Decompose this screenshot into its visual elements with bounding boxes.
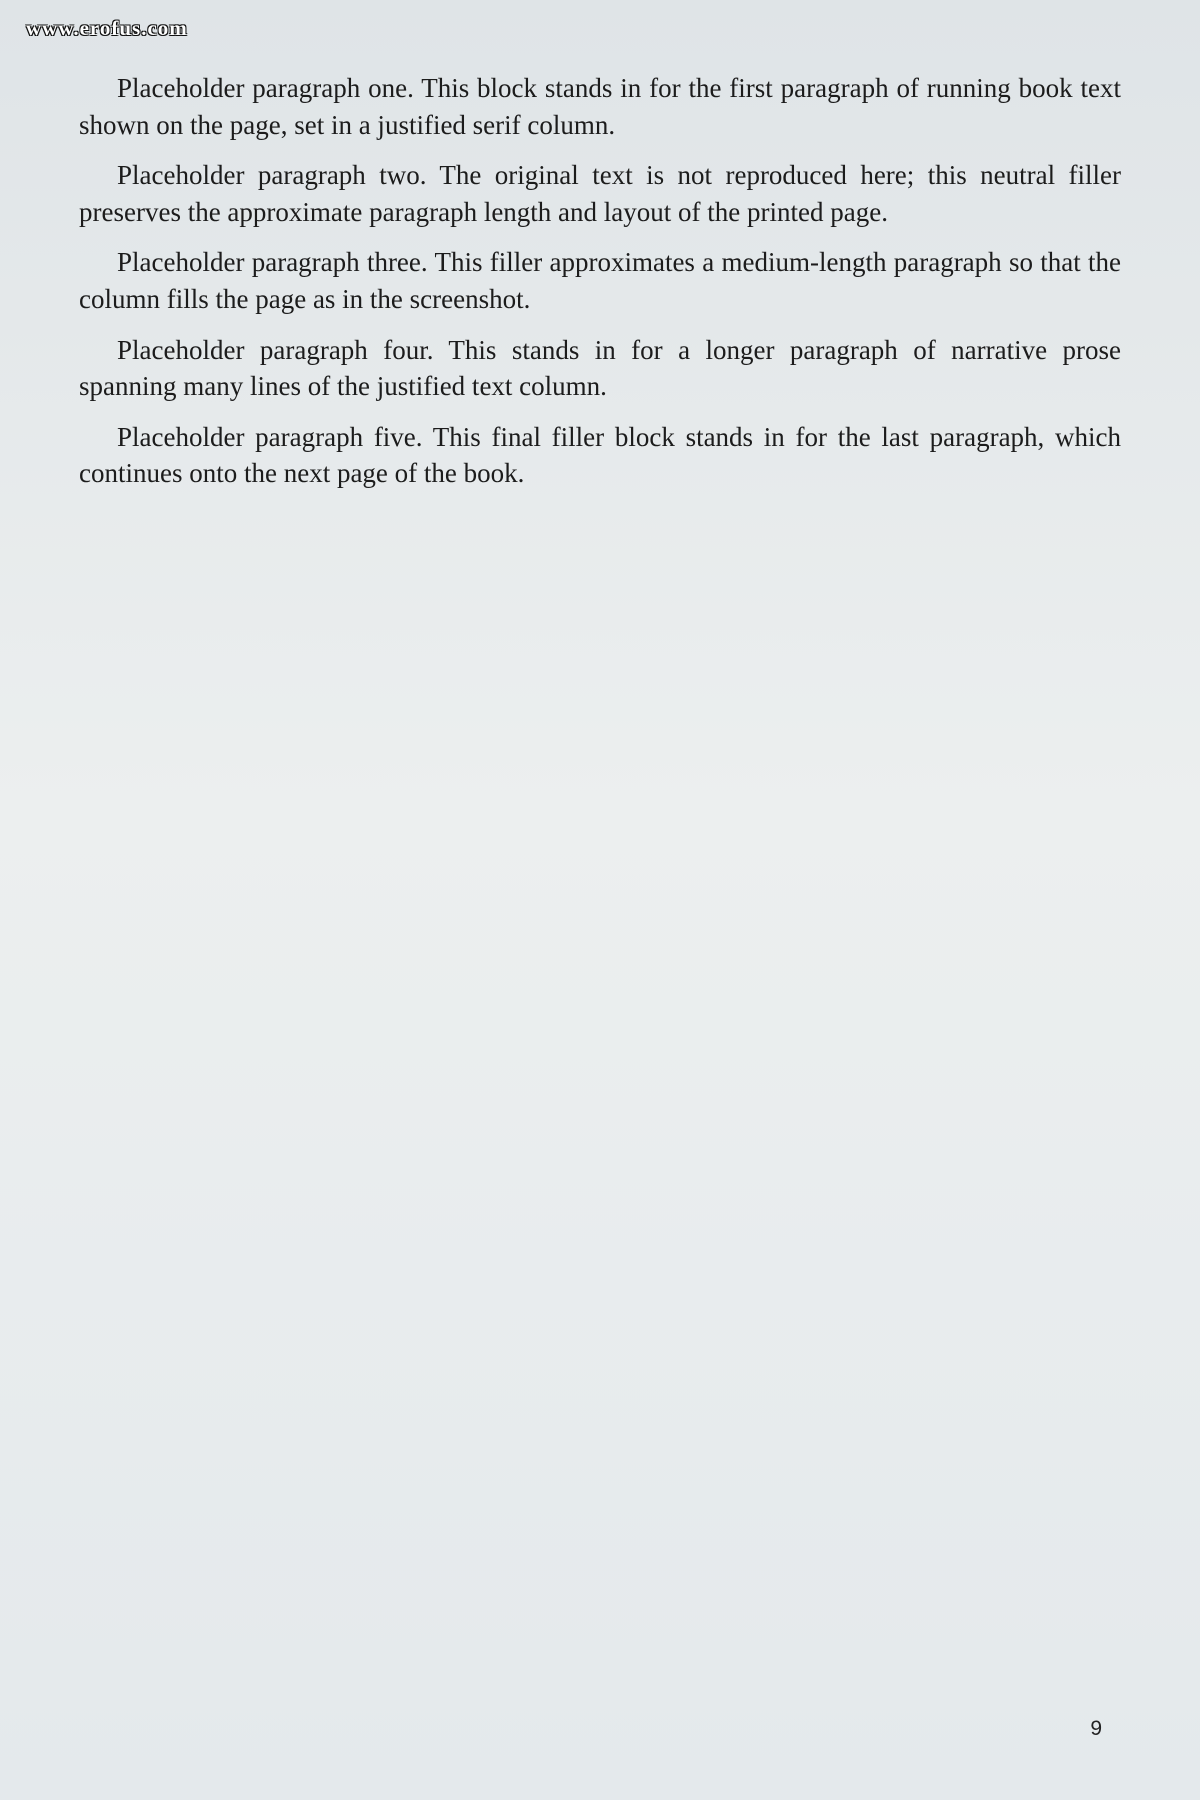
paragraph: Placeholder paragraph two. The original text is not reproduced here; this neutral filler preserves the approximate paragraph length and layout of the printed page. [79,160,1121,227]
body-text [79,70,1121,1670]
paragraph: Placeholder paragraph four. This stands in for a longer paragraph of narrative prose spanning many lines of the justified text column. [79,334,1121,402]
page-number: 9 [1090,1717,1102,1740]
paragraph: Placeholder paragraph one. This block stands in for the first paragraph of running book text shown on the page, set in a justified serif column. [79,73,1121,140]
paragraph: Placeholder paragraph five. This final filler block stands in for the last paragraph, which continues onto the next page of the book. [79,421,1121,489]
paragraph: Placeholder paragraph three. This filler approximates a medium-length paragraph so that the column fills the page as in the screenshot. [79,247,1121,314]
site-watermark: www.erofus.com [26,16,188,40]
